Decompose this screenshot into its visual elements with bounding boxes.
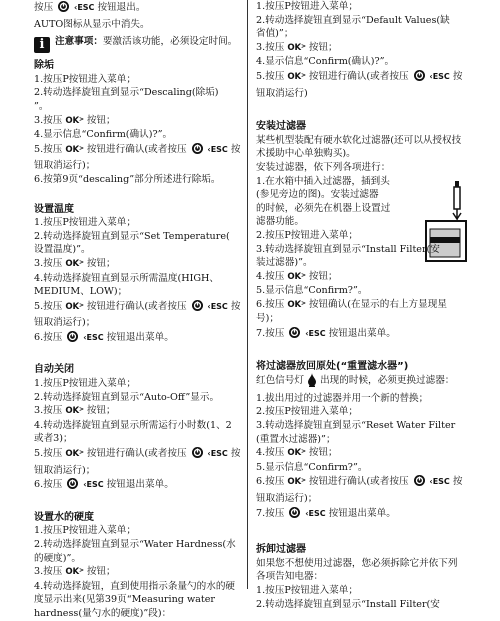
right-column [256, 0, 470, 611]
text-fragment: 按 [230, 300, 241, 312]
text-line [256, 446, 470, 461]
text-line: 1.按压P按钮进入菜单； [256, 1, 358, 12]
text-line: 5.显示信息“Confirm?”。 [256, 461, 368, 473]
text-fragment: 按钮； [308, 270, 338, 282]
text-line: 度显示出来(见第39页“Measuring water [34, 594, 216, 606]
reset-filter-title: 将过滤器放回原处(“重置滤水器”) [256, 360, 409, 372]
esc-label: ‹ESC [426, 71, 450, 81]
text-fragment: 按钮； [86, 405, 116, 417]
left-column [34, 0, 240, 621]
section-title: 除垢 [34, 60, 54, 72]
text-fragment: 按压 [34, 2, 54, 13]
esc-dial-icon [413, 69, 426, 87]
ok-button-icon: OK> [287, 42, 306, 53]
text-line [34, 477, 240, 495]
text-line [34, 565, 240, 580]
section-title: 设置水的硬度 [34, 511, 94, 523]
text-fragment: 按钮； [308, 41, 338, 53]
text-line: 钮取消运行)； [256, 493, 318, 504]
text-fragment: 3.按压 [34, 566, 63, 578]
text-line: 4.转动选择旋钮直到显示所需运行小时数(1、2 [34, 419, 232, 431]
text-line: 钮取消运行)； [34, 160, 96, 172]
esc-label: ‹ESC [302, 508, 326, 518]
text-fragment: 按钮进行确认(或者按压 [86, 448, 187, 460]
text-line: 钮取消运行)； [34, 317, 96, 329]
esc-dial-icon [66, 330, 79, 348]
remove-filter-title: 拆卸过滤器 [256, 544, 306, 556]
text-line: ”。 [34, 100, 49, 112]
text-fragment: 按钮退出菜单。 [106, 479, 174, 491]
esc-label: ‹ESC [302, 329, 326, 339]
ok-button-icon: OK> [65, 115, 84, 126]
text-line: (参见旁边的图)。安装过滤器 [256, 189, 379, 201]
text-fragment: 3.按压 [34, 114, 63, 126]
filter-intro: 某些机型装配有硬水软化过滤器(还可以从授权技术援助中心单独购买)。 [256, 134, 462, 160]
esc-dial-icon [66, 477, 79, 495]
esc-label: ‹ESC [204, 144, 228, 154]
esc-dial-icon [191, 142, 204, 160]
text-line: 滤器功能。 [256, 216, 304, 228]
spacer [34, 495, 240, 505]
esc-dial-icon [288, 506, 301, 524]
esc-dial-icon [191, 446, 204, 464]
ok-button-icon: OK> [287, 271, 306, 282]
esc-dial-icon [57, 0, 70, 18]
text-line: 钮取消运行) [256, 87, 308, 99]
esc-dial-icon [191, 299, 204, 317]
ok-button-icon: OK> [65, 567, 84, 578]
text-line: 设置温度)”。 [34, 244, 91, 256]
filter-warning-light-icon [307, 373, 317, 392]
text-line: 2.按压P按钮进入菜单； [256, 406, 358, 418]
text-fragment: 3.按压 [34, 257, 63, 269]
text-line: 5.显示信息“Confirm?”。 [256, 285, 368, 297]
ok-button-icon: OK> [287, 71, 306, 82]
text-line: 省值)”； [256, 28, 294, 40]
text-fragment: 6.按压 [34, 331, 63, 343]
esc-label: ‹ESC [71, 3, 95, 12]
text-line: 1.按压P按钮进入菜单； [34, 73, 136, 85]
text-line: 2.转动选择旋钮直到显示“Descaling(除垢) [34, 87, 219, 99]
text-fragment: 5.按压 [34, 143, 63, 155]
text-fragment: 红色信号灯 [256, 375, 304, 387]
text-line: 2.按压P按钮进入菜单； [256, 229, 358, 241]
spacer [256, 533, 470, 537]
column-divider [247, 0, 248, 589]
text-line: 2.转动选择旋钮直到显示“Water Hardness(水 [34, 539, 236, 550]
ok-button-icon: OK> [65, 144, 84, 155]
text-line [34, 404, 240, 419]
text-line [34, 114, 240, 129]
ok-button-icon: OK> [65, 258, 84, 269]
esc-label: ‹ESC [426, 477, 450, 487]
text-line: 3.转动选择旋钮直到显示“Install Filter(安 [256, 243, 440, 255]
text-line: 2.转动选择旋钮直到显示“Set Temperature( [34, 230, 230, 242]
text-line: hardness(量勺水的硬度)”段)： [34, 607, 172, 619]
spacer [256, 523, 470, 533]
ok-button-icon: OK> [65, 301, 84, 312]
text-line [34, 142, 240, 160]
note-label: 注意事项： [55, 36, 103, 48]
text-fragment: 6.按压 [34, 479, 63, 491]
install-filter-title: 安装过滤器 [256, 121, 306, 133]
esc-dial-icon [288, 326, 301, 344]
esc-label: ‹ESC [204, 449, 228, 459]
text-fragment: 4.按压 [256, 447, 285, 459]
text-line: 1.按压P按钮进入菜单； [256, 584, 358, 596]
text-fragment: 5.按压 [256, 70, 285, 82]
text-line: (重置水过滤器)”； [256, 433, 336, 445]
text-line [34, 330, 240, 348]
spacer [34, 347, 240, 357]
text-line [256, 69, 470, 87]
text-line: 号)； [256, 313, 279, 325]
text-line: 3.转动选择旋钮直到显示“Reset Water Filter [256, 420, 456, 432]
text-line: 6.按第9页“descaling”部分所述进行除垢。 [34, 173, 221, 185]
text-line: 4.转动选择旋钮，直到使用指示条量勺的水的硬 [34, 580, 236, 592]
text-line: 2.转动选择旋钮直到显示“Install Filter(安 [256, 598, 440, 610]
text-line [34, 257, 240, 272]
text-fragment: 6.按压 [256, 298, 285, 310]
text-fragment: 按钮退出菜单。 [328, 507, 396, 519]
text-line [34, 299, 240, 317]
section-title: 自动关闭 [34, 364, 74, 376]
text-line: 的硬度)”。 [34, 552, 82, 564]
text-fragment: 按钮退出菜单。 [106, 331, 174, 343]
section-title: 设置温度 [34, 203, 74, 215]
note-line [34, 35, 240, 53]
text-fragment: 出现的时候，必须更换过滤器： [320, 375, 455, 387]
text-fragment: 7.按压 [256, 328, 285, 340]
text-fragment: 按 [230, 143, 241, 155]
text-line: 2.转动选择旋钮直到显示“Auto-Off”显示。 [34, 391, 220, 403]
text-fragment: 3.按压 [34, 405, 63, 417]
text-line: 如果您不想使用过滤器，您必须拆除它并依下列 [256, 557, 458, 569]
esc-label: ‹ESC [80, 332, 104, 342]
ok-button-icon: OK> [287, 299, 306, 310]
text-fragment: 按 [452, 70, 463, 82]
text-line: 1.拔出用过的过滤器并用一个新的替换； [256, 392, 429, 404]
text-fragment: 按钮进行确认(或者按压 [86, 300, 187, 312]
ok-button-icon: OK> [65, 406, 84, 417]
text-fragment: 按钮； [86, 114, 116, 126]
text-fragment: 按钮进行确认(或者按压 [308, 476, 409, 488]
esc-dial-icon [413, 474, 426, 492]
text-line [256, 506, 470, 524]
text-line: 1.按压P按钮进入菜单； [34, 217, 136, 229]
text-line: 1.在水箱中插入过滤器，插到头 [256, 175, 390, 187]
text-fragment: 按钮确认(在显示的右上方显现星 [308, 298, 447, 310]
text-line: 各项告知电器： [256, 571, 324, 583]
text-fragment: 按钮进行确认(或者按压 [86, 143, 187, 155]
text-line [34, 446, 240, 464]
ok-button-icon: OK> [287, 448, 306, 459]
esc-label: ‹ESC [80, 480, 104, 490]
text-fragment: 5.按压 [34, 448, 63, 460]
auto-icon-line: AUTO图标从显示中消失。 [34, 18, 150, 30]
spacer [34, 187, 240, 197]
text-line [256, 298, 470, 313]
text-line [256, 373, 470, 392]
text-line: 1.按压P按钮进入菜单； [34, 525, 136, 537]
text-fragment: 6.按压 [256, 476, 285, 488]
text-fragment: 4.按压 [256, 270, 285, 282]
text-line: 4.显示信息“Confirm(确认)?”。 [34, 129, 173, 141]
text-line: 4.转动选择旋钮直到显示所需温度(HIGH、 [34, 272, 219, 284]
text-line [256, 474, 470, 492]
text-fragment: 7.按压 [256, 507, 285, 519]
text-line: 或者3)； [34, 433, 73, 445]
text-fragment: 按钮进行确认(或者按压 [308, 70, 409, 82]
note-text: 要激活该功能，必须设定时间。 [102, 36, 238, 48]
text-line [256, 270, 470, 285]
text-fragment: 按 [452, 476, 463, 488]
text-line: 的时候，必须先在机器上设置过 [256, 202, 391, 214]
ok-button-icon: OK> [287, 477, 306, 488]
text-fragment: 按 [230, 448, 241, 460]
spacer [256, 100, 470, 110]
text-line: 钮取消运行)； [34, 464, 96, 476]
spacer [256, 344, 470, 354]
steps-intro: 安装过滤器，依下列各项进行： [256, 161, 391, 173]
ok-button-icon: OK> [65, 449, 84, 460]
esc-label: ‹ESC [204, 301, 228, 311]
text-fragment: 按钮； [86, 257, 116, 269]
text-fragment: 按钮； [86, 566, 116, 578]
text-line: 2.转动选择旋钮直到显示“Default Values(缺 [256, 14, 450, 26]
text-line: MEDIUM、LOW)； [34, 286, 128, 298]
text-line [256, 326, 470, 344]
text-fragment: 按钮退出菜单。 [328, 328, 396, 340]
text-line: 装过滤器)”。 [256, 257, 313, 269]
text-fragment: 按钮退出。 [97, 2, 146, 13]
text-line [256, 41, 470, 56]
text-line: 4.显示信息“Confirm(确认)?”。 [256, 56, 395, 68]
text-fragment: 按钮； [308, 447, 338, 459]
text-fragment: 3.按压 [256, 41, 285, 53]
info-icon: i [34, 37, 50, 53]
text-fragment: 5.按压 [34, 300, 63, 312]
text-line: 1.按压P按钮进入菜单； [34, 378, 136, 390]
exit-line [34, 0, 240, 18]
spacer [256, 110, 470, 114]
